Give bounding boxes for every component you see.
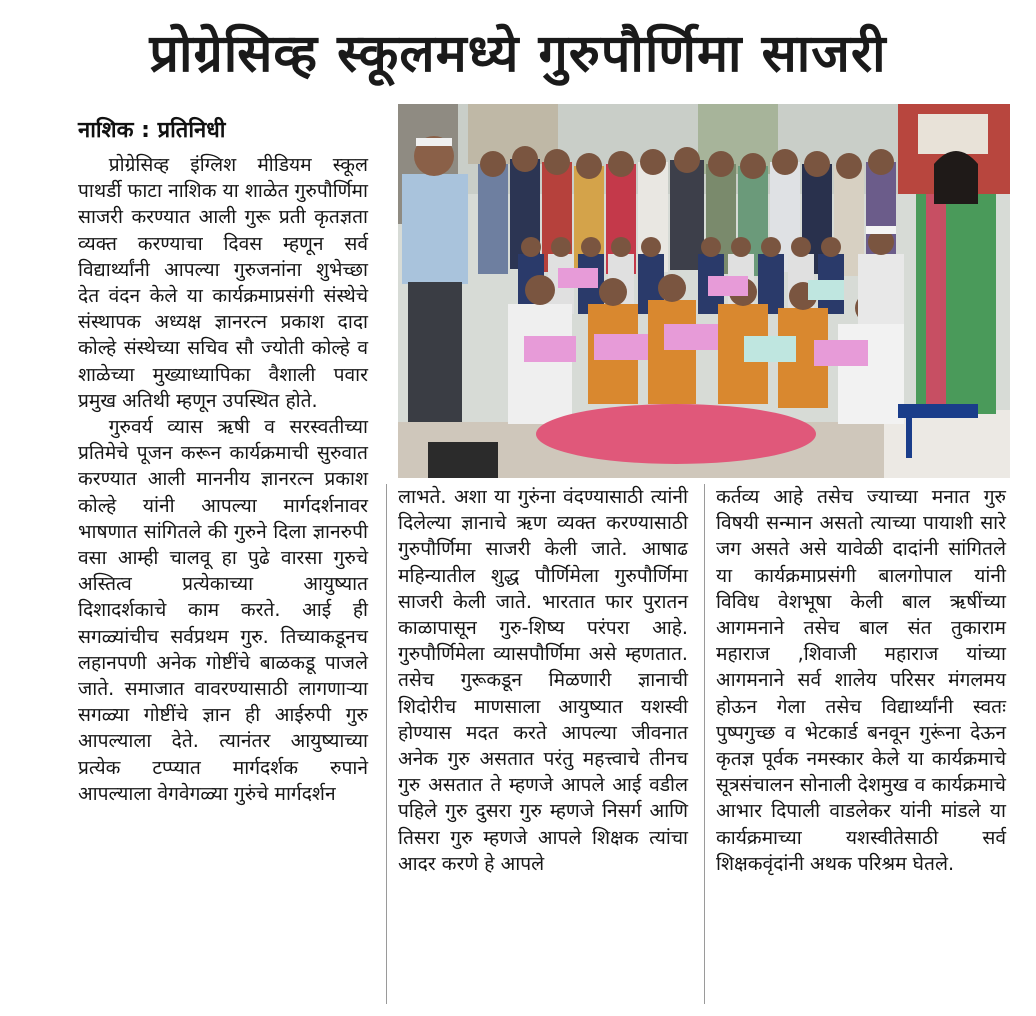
column-rule [704, 484, 705, 1004]
article-column-2 [398, 484, 688, 877]
dateline: नाशिक : प्रतिनिधी [78, 118, 226, 143]
paragraph: कर्तव्य आहे तसेच ज्याच्या मनात गुरु विषयी सन्मान असतो त्याच्या पायाशी सारे जग असते असे यावेळी दादांनी सांगितले या कार्यक्रमाप्रसंगी बालगोपाल यांनी विविध वेशभूषा केली बाल ऋषींच्या आगमनाने तसेच बाल संत तुकाराम महाराज ,शिवाजी महाराज यांच्या आगमनाने सर्व शालेय परिसर मंगलमय होऊन गेला तसेच विद्यार्थ्यांनी स्वतः पुष्पगुच्छ व भेटकार्ड बनवून गुरूंना देऊन कृतज्ञ पूर्वक नमस्कार केले या कार्यक्रमाचे सूत्रसंचालन सोनाली देशमुख व कार्यक्रमाचे आभार दिपाली वाडलेकर यांनी मांडले या कार्यक्रमाच्या यशस्वीतेसाठी सर्व शिक्षकवृंदांनी अथक परिश्रम घेतले. [716, 485, 1006, 875]
paragraph: प्रोग्रेसिव्ह इंग्लिश मीडियम स्कूल पाथर्डी फाटा नाशिक या शाळेत गुरुपौर्णिमा साजरी करण्यात आली गुरू प्रती कृतज्ञता व्यक्त करण्याचा दिवस म्हणून सर्व विद्यार्थ्यांनी आपल्या गुरुजनांना शुभेच्छा देत वंदन केले या कार्यक्रमाप्रसंगी संस्थेचे संस्थापक अध्यक्ष ज्ञानरत्न प्रकाश दादा कोल्हे संस्थेच्या सचिव सौ ज्योती कोल्हे व शाळेच्या मुख्याध्यापिका वैशाली पवार प्रमुख अतिथी म्हणून उपस्थित होते. [78, 153, 368, 412]
article-column-3 [716, 484, 1006, 877]
article-column-1 [78, 152, 368, 807]
headline: प्रोग्रेसिव्ह स्कूलमध्ये गुरुपौर्णिमा साजरी [149, 24, 887, 84]
group-photo [398, 104, 1010, 478]
paragraph: लाभते. अशा या गुरुंना वंदण्यासाठी त्यांनी दिलेल्या ज्ञानाचे ऋण व्यक्त करण्यासाठी गुरुपौर्णिमा साजरी केली जाते. आषाढ महिन्यातील शुद्ध पौर्णिमेला गुरुपौर्णिमा साजरी केली जाते. भारतात फार पुरातन काळापासून गुरु-शिष्य परंपरा आहे. गुरुपौर्णिमेला व्यासपौर्णिमा असे म्हणतात. तसेच गुरूकडून मिळणारी ज्ञानाची शिदोरीच माणसाला आयुष्यात यशस्वी होण्यास मदत करते आपल्या जीवनात अनेक गुरु असतात परंतु महत्त्वाचे तीनच गुरु असतात ते म्हणजे आपले आई वडील पहिले गुरु दुसरा गुरु म्हणजे निसर्ग आणि तिसरा गुरु म्हणजे आपले शिक्षक त्यांचा आदर करणे हे आपले [398, 485, 688, 875]
column-rule [386, 484, 387, 1004]
paragraph: गुरुवर्य व्यास ऋषी व सरस्वतीच्या प्रतिमेचे पूजन करून कार्यक्रमाची सुरुवात करण्यात आली माननीय ज्ञानरत्न प्रकाश कोल्हे यांनी आपल्या मार्गदर्शनावर भाषणात सांगितले की गुरुने दिला ज्ञानरुपी वसा आम्ही चालवू हा पुढे वारसा गुरुचे अस्तित्व प्रत्येकाच्या आयुष्यात दिशादर्शकाचे काम करते. आई ही सगळ्यांचीच सर्वप्रथम गुरु. तिच्याकडूनच लहानपणी अनेक गोष्टींचे बाळकडू पाजले जाते. समाजात वावरण्यासाठी लागणाऱ्या सगळ्या गोष्टींचे ज्ञान ही आईरुपी गुरु आपल्याला देते. त्यानंतर आयुष्याच्या प्रत्येक टप्प्यात मार्गदर्शक रुपाने आपल्याला वेगवेगळ्या गुरुंचे मार्गदर्शन [78, 415, 368, 805]
